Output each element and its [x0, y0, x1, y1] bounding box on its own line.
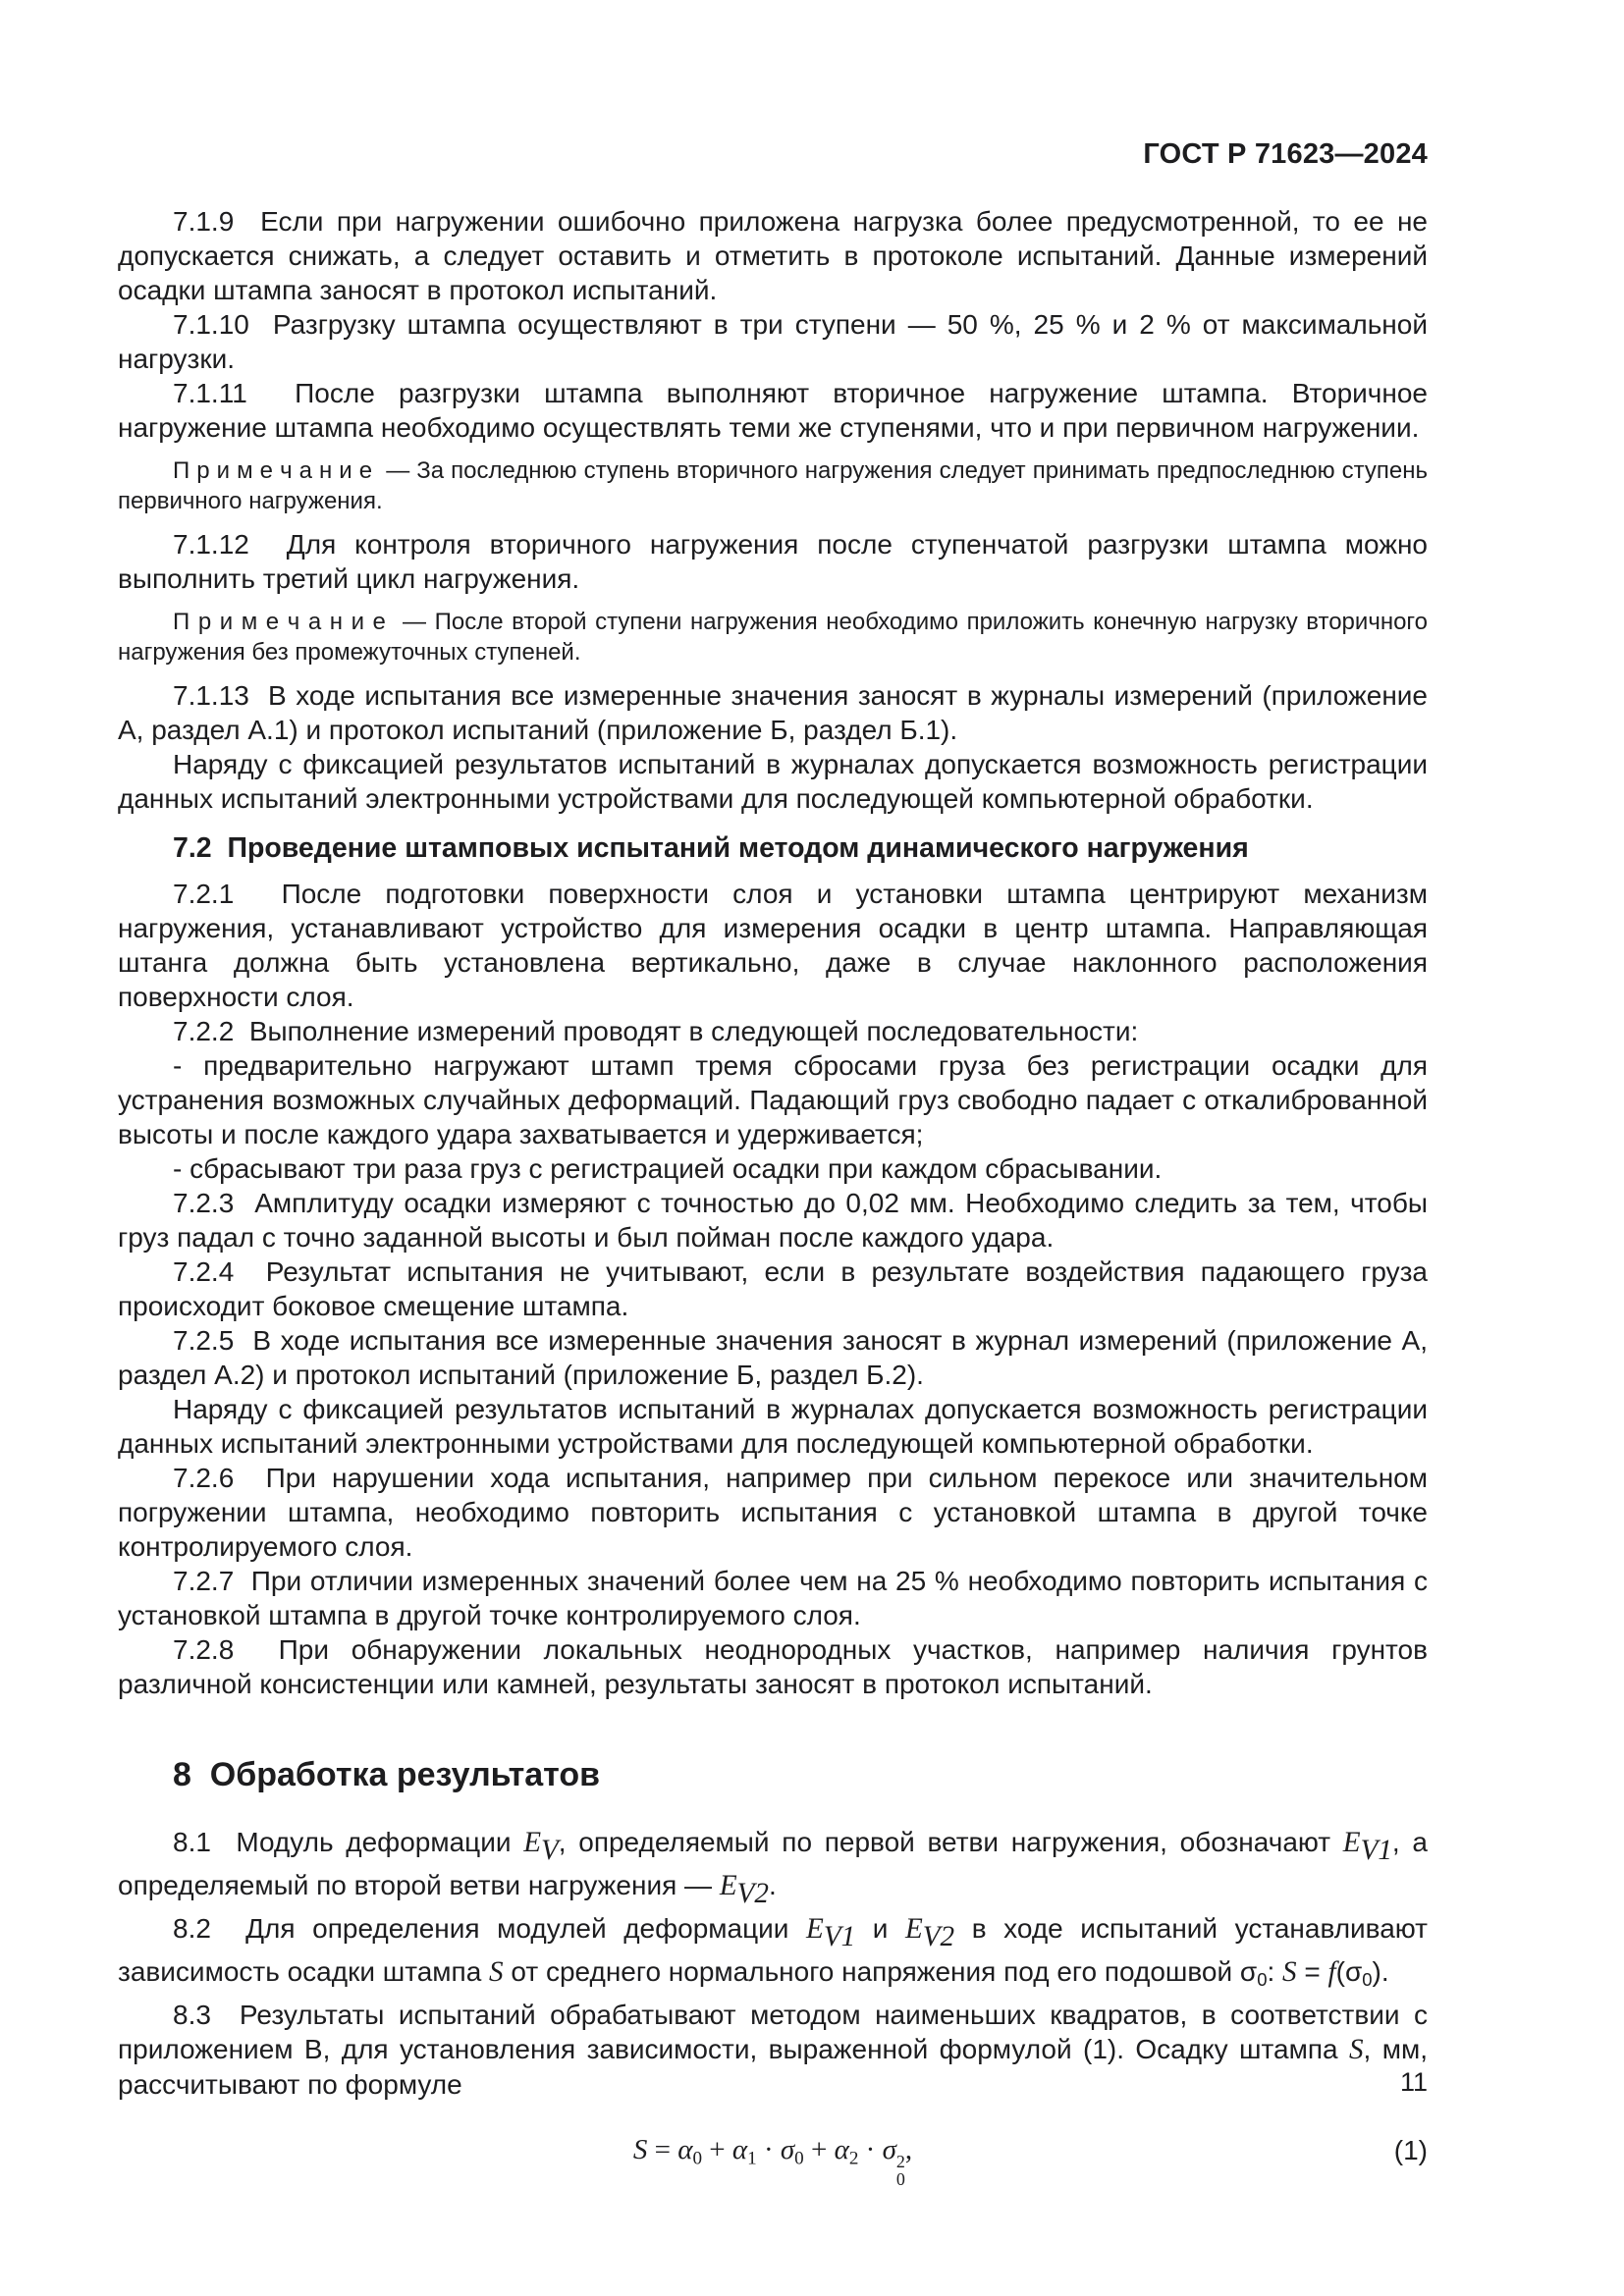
text-run: П р и м е ч а н и е — После второй ступени нагружения необходимо приложить конечную нагрузку вторичного нагружения без промежуточных ступеней.: [118, 609, 1428, 666]
text-run: ).: [1372, 1956, 1389, 1988]
text-run: - сбрасывают три раза груз с регистрацией осадки при каждом сбрасывании.: [173, 1153, 1163, 1184]
text-run: 7.2.4 Результат испытания не учитывают, если в результате воздействия падающего груза происходит боковое смещение штампа.: [118, 1256, 1428, 1321]
note-after-7-1-11: [118, 455, 1428, 516]
math-var: E: [905, 1913, 923, 1946]
text-run: и: [855, 1913, 905, 1945]
text-run: +: [702, 2133, 732, 2165]
clause-7-2-6: [118, 1461, 1428, 1564]
subscript: 0: [794, 2147, 804, 2168]
text-run: 8.2 Для определения модулей деформации: [173, 1913, 807, 1945]
text-run: 7.2.7 При отличии измеренных значений более чем на 25 % необходимо повторить испытания с установкой штампа в другой точке контролируемого слоя.: [118, 1566, 1428, 1630]
math-var: E: [1342, 1827, 1361, 1858]
text-run: , мм, рассчитывают по формуле: [118, 2033, 1429, 2100]
text-run: =: [647, 2133, 678, 2165]
text-run: ·: [858, 2133, 883, 2165]
text-run: Наряду с фиксацией результатов испытаний в журналах допускается возможность регистрации данных испытаний электронными устройствами для последующей компьютерной обработки.: [118, 749, 1428, 814]
clause-7-2-1: [118, 877, 1428, 1014]
text-run: 7.1.10 Разгрузку штампа осуществляют в три ступени — 50 %, 25 % и 2 % от максимальной нагрузки.: [118, 309, 1428, 374]
clause-7-1-11: [118, 376, 1428, 445]
document-content: [118, 204, 1428, 2188]
text-run: 7.2.1 После подготовки поверхности слоя и установки штампа центрируют механизм нагружения, устанавливают устройство для измерения осадки в центр штампа. Направляющая штанга должна быть установлена вертикально, даже в случае наклонного расположения поверхности слоя.: [118, 879, 1428, 1012]
subscript: 0: [895, 2168, 905, 2189]
math-var: V1: [823, 1921, 856, 1953]
math-var: α: [834, 2133, 849, 2165]
text-run: :: [1267, 1956, 1283, 1988]
text-run: 7.2.6 При нарушении хода испытания, например при сильном перекосе или значительном погружении штампа, необходимо повторить испытания с установкой штампа в другой точке контролируемого слоя.: [118, 1463, 1428, 1562]
math-var: V2: [922, 1921, 955, 1953]
math-var: α: [677, 2133, 693, 2165]
subscript: 0: [1257, 1969, 1268, 1991]
note-after-7-1-12: [118, 607, 1428, 667]
subscript: 1: [747, 2147, 757, 2168]
text-run: .: [768, 1870, 777, 1901]
clause-7-2-8: [118, 1632, 1428, 1701]
clause-7-2-3: [118, 1186, 1428, 1255]
text-run: 8.3 Результаты испытаний обрабатывают методом наименьших квадратов, в соответствии с приложением В, для установления зависимости, выраженной формулой (1). Осадку штампа: [118, 1999, 1428, 2064]
text-run: от среднего нормального напряжения под его подошвой σ: [503, 1956, 1258, 1988]
text-run: 7.1.11 После разгрузки штампа выполняют вторичное нагружение штампа. Вторичное нагружение штампа необходимо осуществлять теми же ступенями, что и при первичном нагружении.: [118, 378, 1428, 443]
clause-7-2-4: [118, 1255, 1428, 1323]
math-var: S: [1282, 1956, 1297, 1989]
page-number: 11: [1399, 2067, 1428, 2097]
doc-code: ГОСТ Р 71623—2024: [1143, 138, 1428, 170]
text-run: , определяемый по первой ветви нагружения, обозначают: [558, 1827, 1343, 1857]
subscript: 0: [1362, 1969, 1373, 1991]
clause-7-2-5: [118, 1323, 1428, 1392]
clause-7-1-13-continued: [118, 747, 1428, 816]
clause-7-1-12: [118, 527, 1428, 596]
text-run: 7.2.3 Амплитуду осадки измеряют с точностью до 0,02 мм. Необходимо следить за тем, чтобы груз падал с точно заданной высоты и был пойман после каждого удара.: [118, 1188, 1428, 1253]
text-run: Наряду с фиксацией результатов испытаний в журналах допускается возможность регистрации данных испытаний электронными устройствами для последующей компьютерной обработки.: [118, 1394, 1428, 1459]
section-heading-8: [118, 1754, 1428, 1795]
clause-7-1-13: [118, 678, 1428, 747]
text-run: ·: [756, 2133, 781, 2165]
math-var: V1: [1360, 1835, 1392, 1867]
text-run: 7.2 Проведение штамповых испытаний методом динамического нагружения: [173, 832, 1249, 864]
text-run: 7.2.2 Выполнение измерений проводят в следующей последовательности:: [173, 1016, 1139, 1046]
text-run: 8 Обработка результатов: [173, 1756, 601, 1793]
text-run: 8.1 Модуль деформации: [173, 1827, 524, 1857]
text-run: =: [1296, 1956, 1328, 1988]
math-var: V: [540, 1835, 559, 1867]
math-var: σ: [882, 2133, 896, 2165]
math-var: E: [719, 1870, 737, 1902]
text-run: - предварительно нагружают штамп тремя сбросами груза без регистрации осадки для устранения возможных случайных деформаций. Падающий груз свободно падает с откалиброванной высоты и после каждого удара захватывается и удерживается;: [118, 1050, 1428, 1149]
text-run: 7.2.8 При обнаружении локальных неоднородных участков, например наличия грунтов различной консистенции или камней, результаты заносят в протокол испытаний.: [118, 1634, 1428, 1699]
math-var: E: [523, 1827, 541, 1858]
clause-8-2: [118, 1911, 1428, 1997]
clause-7-1-10: [118, 307, 1428, 376]
text-run: 7.1.9 Если при нагружении ошибочно приложена нагрузка более предусмотренной, то ее не допускается снижать, а следует оставить и отметить в протоколе испытаний. Данные измерений осадки штампа заносят в протокол испытаний.: [118, 206, 1428, 305]
math-var: σ: [780, 2133, 795, 2165]
clause-7-2-2-item-2: [118, 1151, 1428, 1186]
sup-sub-stack: [896, 2153, 905, 2189]
clause-7-2-7: [118, 1564, 1428, 1632]
text-run: 7.1.12 Для контроля вторичного нагружения после ступенчатой разгрузки штампа можно выполнить третий цикл нагружения.: [118, 529, 1428, 594]
math-var: V2: [736, 1878, 769, 1910]
subscript: 0: [692, 2147, 703, 2168]
math-var: f: [1327, 1956, 1336, 1989]
text-run: (σ: [1335, 1956, 1363, 1988]
math-var: S: [632, 2133, 648, 2165]
math-var: S: [489, 1956, 504, 1989]
text-run: ,: [904, 2133, 913, 2165]
subscript: 2: [848, 2147, 859, 2168]
formula-body: [632, 2133, 913, 2189]
math-var: α: [731, 2133, 748, 2165]
text-run: , а определяемый по второй ветви нагружения —: [118, 1827, 1428, 1901]
text-run: в ходе испытаний устанавливают зависимость осадки штампа: [118, 1913, 1429, 1988]
clause-8-1: [118, 1825, 1428, 1911]
document-header: [118, 138, 1428, 171]
text-run: +: [803, 2133, 835, 2165]
text-run: П р и м е ч а н и е — За последнюю ступень вторичного нагружения следует принимать предпоследнюю ступень первичного нагружения.: [118, 457, 1428, 514]
subsection-heading-7-2: [118, 831, 1428, 866]
superscript: 2: [895, 2151, 905, 2171]
clause-7-2-2-item-1: [118, 1048, 1428, 1151]
math-var: E: [806, 1913, 824, 1946]
formula-number: (1): [1393, 2134, 1428, 2165]
text-run: 7.1.13 В ходе испытания все измеренные значения заносят в журналы измерений (приложение А, раздел А.1) и протокол испытаний (приложение Б, раздел Б.1).: [118, 680, 1428, 745]
clause-7-1-9: [118, 204, 1428, 307]
clause-7-2-5-continued: [118, 1392, 1428, 1461]
math-var: S: [1348, 2033, 1364, 2065]
clause-7-2-2: [118, 1014, 1428, 1048]
text-run: 7.2.5 В ходе испытания все измеренные значения заносят в журнал измерений (приложение А, раздел А.2) и протокол испытаний (приложение Б, раздел Б.2).: [118, 1325, 1428, 1390]
formula-1: [118, 2129, 1428, 2189]
